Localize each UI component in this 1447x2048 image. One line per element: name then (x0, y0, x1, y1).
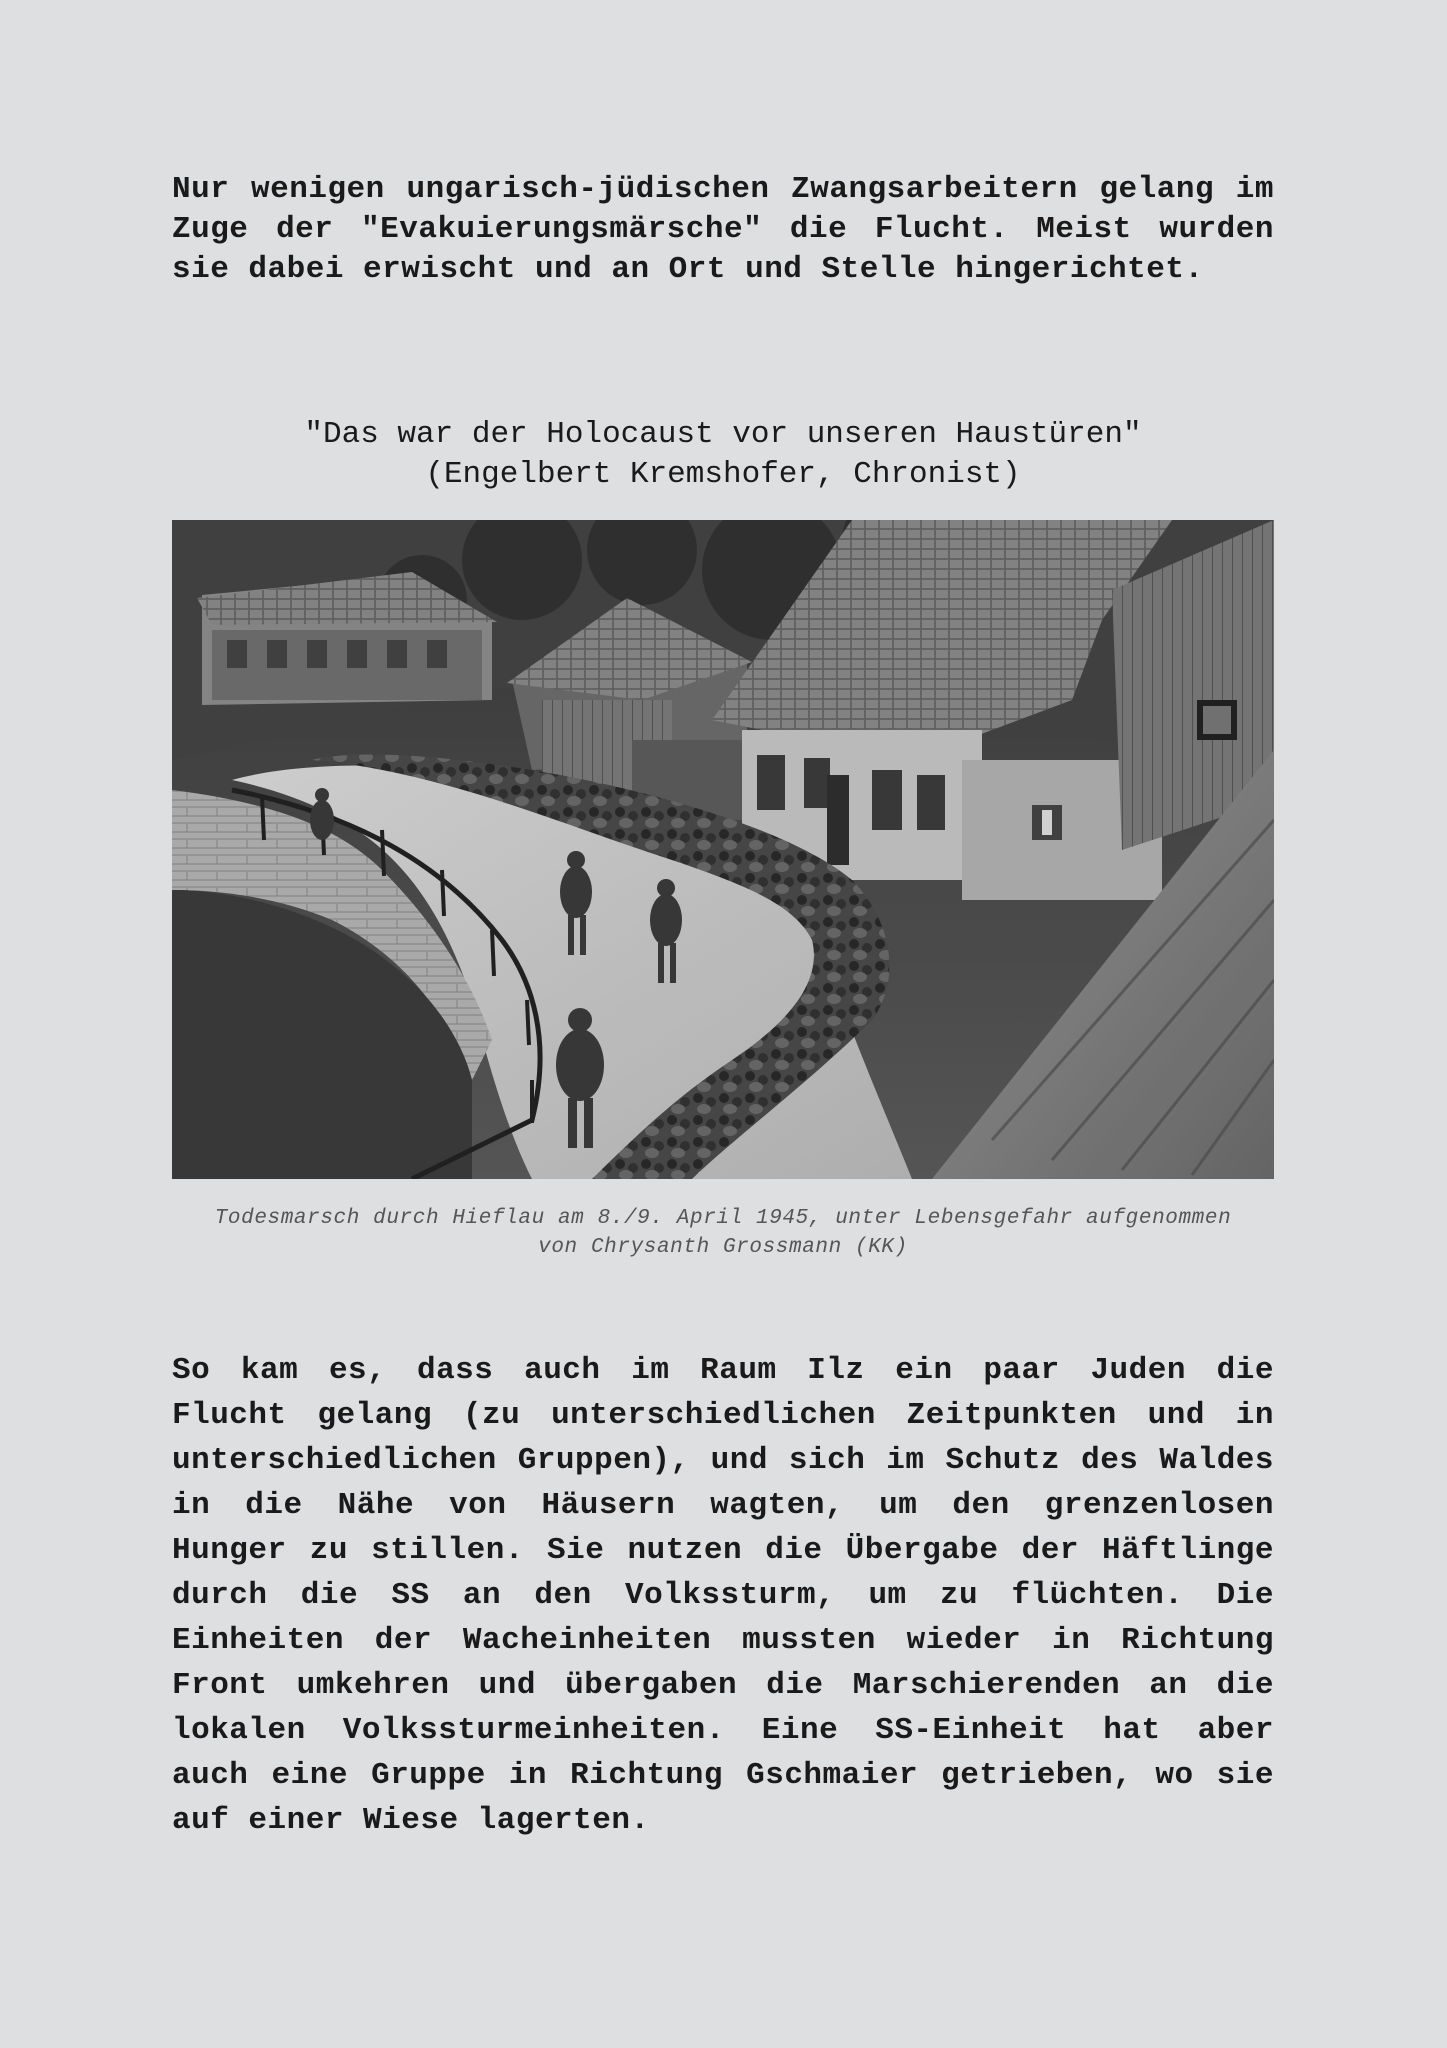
main-paragraph: So kam es, dass auch im Raum Ilz ein paar Juden die Flucht gelang (zu unterschiedlichen Zeitpunkten und in unterschiedlichen Gruppen), und sich im Schutz des Waldes in die Nähe von Häusern wagten, um den grenzenlosen Hunger zu stillen. Sie nutzen die Übergabe der Häftlinge durch die SS an den Volkssturm, um zu flüchten. Die Einheiten der Wacheinheiten mussten wieder in Richtung Front umkehren und übergaben die Marschierenden an die lokalen Volkssturmeinheiten. Eine SS-Einheit hat aber auch eine Gruppe in Richtung Gschmaier getrieben, wo sie auf einer Wiese lagerten. (172, 1353, 1274, 1838)
photo-caption (172, 1204, 1274, 1262)
quote-heading (172, 415, 1274, 495)
quote-attribution: (Engelbert Kremshofer, Chronist) (425, 457, 1021, 492)
quote-text: "Das war der Holocaust vor unseren Haustüren" (304, 417, 1142, 452)
photo-caption-line-1: Todesmarsch durch Hieflau am 8./9. April 1945, unter Lebensgefahr aufgenommen (214, 1207, 1232, 1230)
historical-photo (172, 520, 1274, 1179)
intro-paragraph: Nur wenigen ungarisch-jüdischen Zwangsarbeitern gelang im Zuge der "Evakuierungsmärsche" die Flucht. Meist wurden sie dabei erwischt und an Ort und Stelle hingerichtet. (172, 172, 1274, 287)
death-march-photo-illustration (172, 520, 1274, 1179)
photo-caption-line-2: von Chrysanth Grossmann (KK) (538, 1236, 908, 1259)
